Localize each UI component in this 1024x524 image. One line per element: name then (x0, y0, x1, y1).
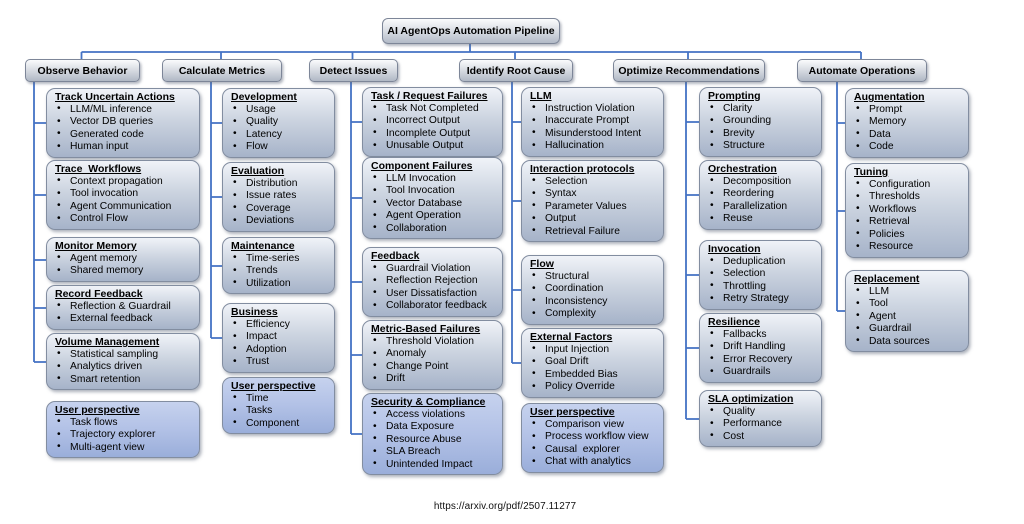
node-item: • Collaborator feedback (371, 300, 498, 313)
node-item: • Time (231, 393, 330, 406)
node-item: • Embedded Bias (530, 369, 659, 382)
node-replacement (845, 270, 969, 352)
node-item: • Reflection Rejection (371, 275, 498, 288)
node-item: • External feedback (55, 313, 195, 326)
node-title: Feedback (371, 250, 420, 262)
node-items (371, 336, 498, 386)
node-item: • Complexity (530, 308, 659, 321)
node-item: • Structure (708, 140, 817, 153)
node-feedback (362, 247, 503, 317)
node-item: • Generated code (55, 129, 195, 142)
node-item: • LLM/ML inference (55, 104, 195, 117)
column-header-observe-behavior: Observe Behavior (25, 59, 140, 82)
node-item: • Drift (371, 373, 498, 386)
node-item: • Inaccurate Prompt (530, 115, 659, 128)
node-title: User perspective (530, 406, 615, 418)
node-volume-management (46, 333, 200, 390)
node-item: • Brevity (708, 128, 817, 141)
node-item: • Adoption (231, 344, 330, 357)
node-items (231, 178, 330, 228)
node-title: External Factors (530, 331, 613, 343)
node-metric-based-failures (362, 320, 503, 390)
node-item: • Cost (708, 431, 817, 444)
node-title: Invocation (708, 243, 761, 255)
node-maintenance (222, 237, 335, 294)
node-items (231, 319, 330, 369)
node-item: • Process workflow view (530, 431, 659, 444)
node-item: • Retrieval Failure (530, 226, 659, 239)
node-title: Orchestration (708, 163, 777, 175)
node-item: • Fallbacks (708, 329, 817, 342)
node-title: Prompting (708, 90, 761, 102)
node-item: • Decomposition (708, 176, 817, 189)
node-item: • Task flows (55, 417, 195, 430)
node-item: • Throttling (708, 281, 817, 294)
node-item: • Quality (231, 116, 330, 129)
node-item: • LLM Invocation (371, 173, 498, 186)
node-items (55, 176, 195, 226)
node-item: • Quality (708, 406, 817, 419)
source-url: https://arxiv.org/pdf/2507.11277 (433, 501, 577, 512)
node-items (530, 176, 659, 239)
node-item: • Tasks (231, 405, 330, 418)
node-item: • Resource Abuse (371, 434, 498, 447)
node-item: • Collaboration (371, 223, 498, 236)
node-items (530, 271, 659, 321)
node-item: • Retry Strategy (708, 293, 817, 306)
node-item: • Coverage (231, 203, 330, 216)
node-item: • Resource (854, 241, 964, 254)
node-user-perspective (521, 403, 664, 473)
node-item: • Hallucination (530, 140, 659, 153)
node-item: • Statistical sampling (55, 349, 195, 362)
node-item: • Data (854, 129, 964, 142)
node-item: • Selection (530, 176, 659, 189)
node-business (222, 303, 335, 373)
node-item: • Policies (854, 229, 964, 242)
node-item: • Task Not Completed (371, 103, 498, 116)
node-title: Evaluation (231, 165, 285, 177)
node-item: • Structural (530, 271, 659, 284)
node-item: • Code (854, 141, 964, 154)
node-item: • Thresholds (854, 191, 964, 204)
node-items (55, 349, 195, 387)
node-item: • Context propagation (55, 176, 195, 189)
node-item: • Causal explorer (530, 444, 659, 457)
node-item: • Instruction Violation (530, 103, 659, 116)
node-sla-optimization (699, 390, 822, 447)
node-item: • Performance (708, 418, 817, 431)
node-item: • Tool (854, 298, 964, 311)
node-title: Monitor Memory (55, 240, 137, 252)
node-item: • Utilization (231, 278, 330, 291)
node-items (708, 256, 817, 306)
node-item: • Guardrails (708, 366, 817, 379)
node-item: • Issue rates (231, 190, 330, 203)
node-item: • Deviations (231, 215, 330, 228)
node-title: Task / Request Failures (371, 90, 488, 102)
node-title: Flow (530, 258, 554, 270)
node-title: Interaction protocols (530, 163, 635, 175)
node-task-request-failures (362, 87, 503, 157)
node-item: • Usage (231, 104, 330, 117)
node-track-uncertain-actions (46, 88, 200, 158)
node-item: • Data Exposure (371, 421, 498, 434)
node-items (231, 104, 330, 154)
node-title: Component Failures (371, 160, 473, 172)
node-item: • Chat with analytics (530, 456, 659, 469)
node-item: • Latency (231, 129, 330, 142)
node-title: Metric-Based Failures (371, 323, 481, 335)
node-items (371, 103, 498, 153)
node-item: • Memory (854, 116, 964, 129)
node-item: • Unusable Output (371, 140, 498, 153)
node-items (530, 344, 659, 394)
node-item: • Flow (231, 141, 330, 154)
node-item: • Deduplication (708, 256, 817, 269)
node-items (708, 406, 817, 444)
node-item: • Vector DB queries (55, 116, 195, 129)
node-trace-workflows (46, 160, 200, 230)
node-item: • Misunderstood Intent (530, 128, 659, 141)
node-evaluation (222, 162, 335, 232)
column-header-automate-operations: Automate Operations (797, 59, 927, 82)
node-item: • Trajectory explorer (55, 429, 195, 442)
node-items (231, 253, 330, 291)
node-items (371, 263, 498, 313)
node-item: • Drift Handling (708, 341, 817, 354)
node-items (708, 176, 817, 226)
node-title: Business (231, 306, 278, 318)
node-items (55, 301, 195, 326)
node-monitor-memory (46, 237, 200, 282)
node-invocation (699, 240, 822, 310)
node-items (854, 286, 964, 349)
node-title: User perspective (55, 404, 140, 416)
node-items (530, 103, 659, 153)
node-record-feedback (46, 285, 200, 330)
node-item: • Anomaly (371, 348, 498, 361)
node-item: • Reflection & Guardrail (55, 301, 195, 314)
node-llm (521, 87, 664, 157)
node-items (854, 104, 964, 154)
node-item: • Syntax (530, 188, 659, 201)
node-item: • Prompt (854, 104, 964, 117)
node-item: • Tool Invocation (371, 185, 498, 198)
node-item: • Workflows (854, 204, 964, 217)
node-title: Trace Workflows (55, 163, 142, 175)
node-item: • Threshold Violation (371, 336, 498, 349)
node-item: • Comparison view (530, 419, 659, 432)
node-item: • Unintended Impact (371, 459, 498, 472)
node-item: • Change Point (371, 361, 498, 374)
node-item: • Agent (854, 311, 964, 324)
node-title: Volume Management (55, 336, 160, 348)
node-title: User perspective (231, 380, 316, 392)
node-items (55, 253, 195, 278)
column-header-calculate-metrics: Calculate Metrics (162, 59, 282, 82)
node-title: Track Uncertain Actions (55, 91, 175, 103)
node-items (371, 173, 498, 236)
node-user-perspective (222, 377, 335, 434)
node-item: • Agent Communication (55, 201, 195, 214)
node-items (55, 417, 195, 455)
node-development (222, 88, 335, 158)
node-title: SLA optimization (708, 393, 794, 405)
diagram-title: AI AgentOps Automation Pipeline (382, 18, 560, 44)
node-item: • Clarity (708, 103, 817, 116)
node-item: • Guardrail (854, 323, 964, 336)
node-item: • LLM (854, 286, 964, 299)
node-security-compliance (362, 393, 503, 475)
node-user-perspective (46, 401, 200, 458)
node-items (530, 419, 659, 469)
node-item: • Time-series (231, 253, 330, 266)
node-item: • User Dissatisfaction (371, 288, 498, 301)
node-item: • SLA Breach (371, 446, 498, 459)
node-title: Security & Compliance (371, 396, 486, 408)
node-item: • Efficiency (231, 319, 330, 332)
node-prompting (699, 87, 822, 157)
column-header-optimize-recommendations: Optimize Recommendations (613, 59, 765, 82)
node-items (231, 393, 330, 431)
node-item: • Multi-agent view (55, 442, 195, 455)
node-items (55, 104, 195, 154)
node-items (708, 329, 817, 379)
column-header-detect-issues: Detect Issues (309, 59, 398, 82)
node-title: LLM (530, 90, 552, 102)
node-item: • Guardrail Violation (371, 263, 498, 276)
node-item: • Trust (231, 356, 330, 369)
node-component-failures (362, 157, 503, 239)
node-items (371, 409, 498, 472)
node-title: Augmentation (854, 91, 925, 103)
node-item: • Selection (708, 268, 817, 281)
node-title: Development (231, 91, 297, 103)
node-item: • Parallelization (708, 201, 817, 214)
node-resilience (699, 313, 822, 383)
node-item: • Agent Operation (371, 210, 498, 223)
node-items (854, 179, 964, 254)
node-item: • Access violations (371, 409, 498, 422)
node-item: • Incorrect Output (371, 115, 498, 128)
node-augmentation (845, 88, 969, 158)
node-item: • Shared memory (55, 265, 195, 278)
node-item: • Tool invocation (55, 188, 195, 201)
node-item: • Error Recovery (708, 354, 817, 367)
node-item: • Smart retention (55, 374, 195, 387)
node-item: • Agent memory (55, 253, 195, 266)
node-item: • Reordering (708, 188, 817, 201)
node-external-factors (521, 328, 664, 398)
node-flow (521, 255, 664, 325)
node-item: • Grounding (708, 115, 817, 128)
node-item: • Incomplete Output (371, 128, 498, 141)
node-title: Resilience (708, 316, 760, 328)
node-item: • Trends (231, 265, 330, 278)
node-item: • Retrieval (854, 216, 964, 229)
node-item: • Analytics driven (55, 361, 195, 374)
node-item: • Goal Drift (530, 356, 659, 369)
node-items (708, 103, 817, 153)
node-item: • Control Flow (55, 213, 195, 226)
node-orchestration (699, 160, 822, 230)
node-interaction-protocols (521, 160, 664, 242)
column-header-identify-root-cause: Identify Root Cause (459, 59, 573, 82)
node-tuning (845, 163, 969, 258)
node-item: • Impact (231, 331, 330, 344)
node-item: • Human input (55, 141, 195, 154)
node-item: • Coordination (530, 283, 659, 296)
node-item: • Vector Database (371, 198, 498, 211)
node-item: • Input Injection (530, 344, 659, 357)
node-item: • Policy Override (530, 381, 659, 394)
node-item: • Component (231, 418, 330, 431)
node-item: • Data sources (854, 336, 964, 349)
node-title: Maintenance (231, 240, 295, 252)
node-item: • Output (530, 213, 659, 226)
node-item: • Distribution (231, 178, 330, 191)
node-title: Record Feedback (55, 288, 143, 300)
node-item: • Inconsistency (530, 296, 659, 309)
node-title: Tuning (854, 166, 889, 178)
node-item: • Reuse (708, 213, 817, 226)
node-item: • Parameter Values (530, 201, 659, 214)
node-item: • Configuration (854, 179, 964, 192)
node-title: Replacement (854, 273, 920, 285)
